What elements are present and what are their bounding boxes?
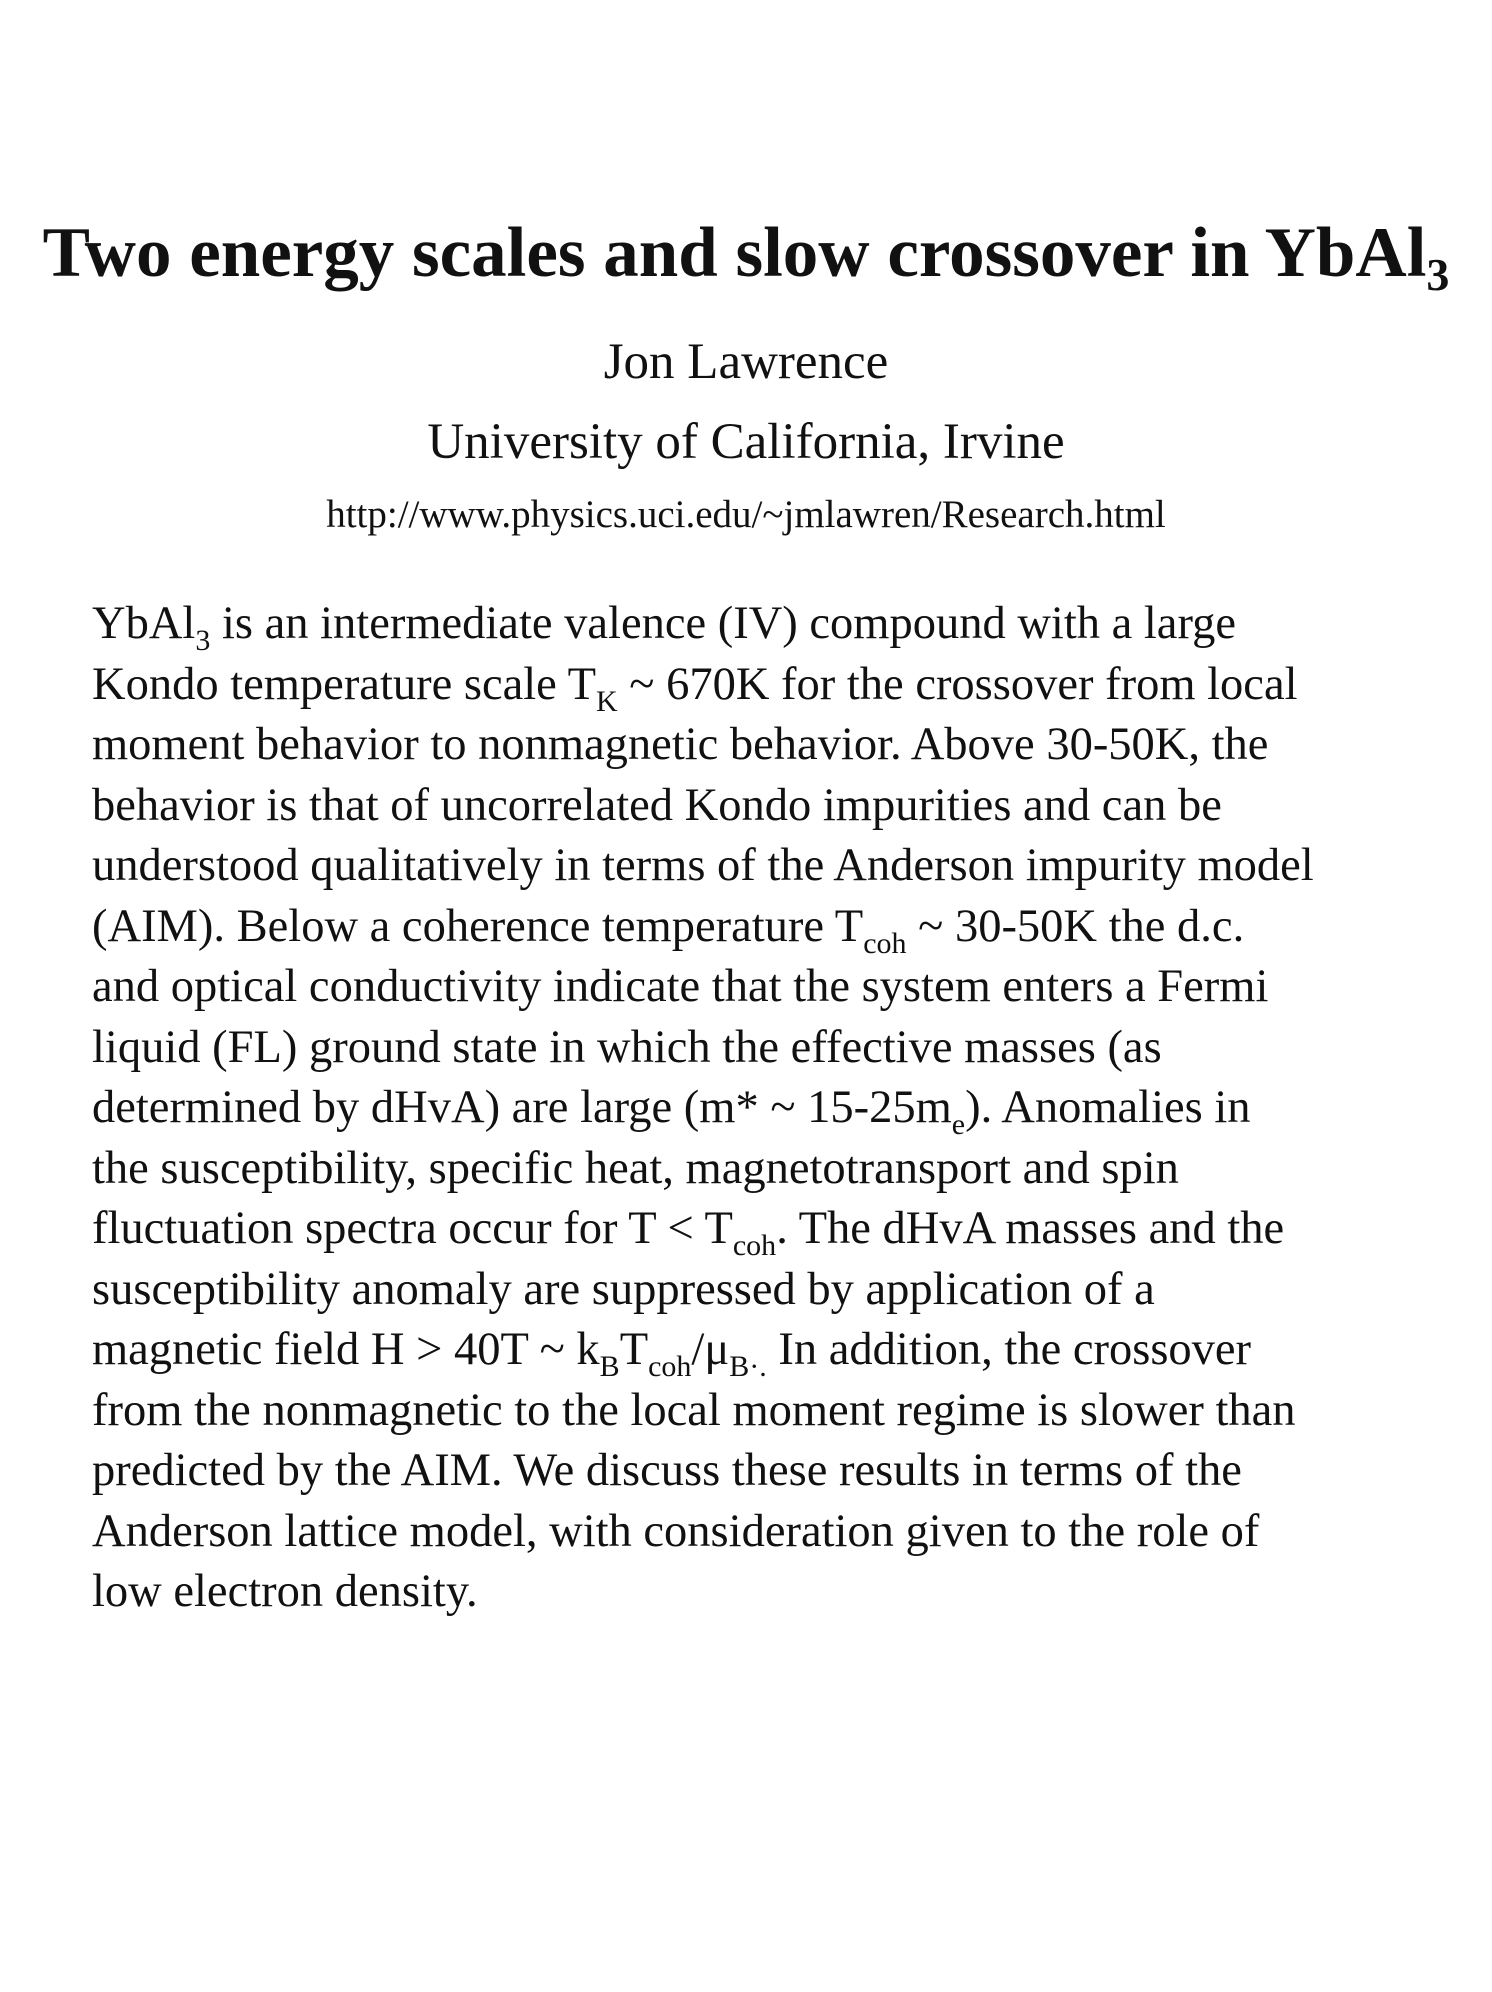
abstract-line bbox=[92, 655, 1432, 716]
text-run: ~ 30-50K the d.c. bbox=[906, 900, 1245, 952]
abstract-line bbox=[92, 594, 1432, 655]
text-run: T bbox=[619, 1324, 649, 1375]
text-run: /μ bbox=[691, 1324, 730, 1375]
research-url: http://www.physics.uci.edu/~jmlawren/Research.html bbox=[326, 493, 1166, 536]
text-run: fluctuation spectra occur for T < T bbox=[92, 1203, 733, 1254]
text-run: ~ 670K for the crossover from local bbox=[617, 658, 1298, 710]
abstract-line: liquid (FL) ground state in which the effective masses (as bbox=[92, 1021, 1162, 1073]
abstract-line: susceptibility anomaly are suppressed by application of a bbox=[92, 1263, 1155, 1315]
text-run: (AIM). Below a coherence temperature T bbox=[92, 900, 864, 952]
subscript: B bbox=[599, 1350, 620, 1383]
paper-title-text: Two energy scales and slow crossover in YbAl bbox=[42, 214, 1427, 292]
abstract-line: the susceptibility, specific heat, magnetotransport and spin bbox=[92, 1142, 1179, 1194]
text-run: ). Anomalies in bbox=[965, 1082, 1251, 1133]
paper-title bbox=[0, 208, 1492, 298]
subscript: B·. bbox=[729, 1350, 767, 1383]
abstract-line: moment behavior to nonmagnetic behavior. Above 30-50K, the bbox=[92, 719, 1269, 770]
author-name: Jon Lawrence bbox=[603, 334, 889, 390]
title-subscript: 3 bbox=[1426, 249, 1450, 300]
text-run: . The dHvA masses and the bbox=[776, 1203, 1285, 1254]
abstract-line: understood qualitatively in terms of the Anderson impurity model bbox=[92, 840, 1314, 891]
text-run: determined by dHvA) are large (m* ~ 15-25m bbox=[92, 1082, 952, 1133]
abstract-line: predicted by the AIM. We discuss these results in terms of the bbox=[92, 1445, 1242, 1496]
abstract-line: and optical conductivity indicate that the system enters a Fermi bbox=[92, 961, 1269, 1012]
subscript: K bbox=[596, 684, 618, 718]
abstract-line bbox=[92, 1078, 1432, 1139]
text-run: is an intermediate valence (IV) compound with a large bbox=[210, 598, 1236, 649]
abstract-line: behavior is that of uncorrelated Kondo impurities and can be bbox=[92, 779, 1222, 831]
text-run: In addition, the crossover bbox=[766, 1324, 1252, 1375]
abstract-line: from the nonmagnetic to the local moment regime is slower than bbox=[92, 1384, 1296, 1436]
abstract-line: Anderson lattice model, with consideration given to the role of bbox=[92, 1505, 1260, 1557]
abstract-body bbox=[92, 594, 1432, 1623]
author-affiliation: University of California, Irvine bbox=[427, 414, 1065, 470]
abstract-line bbox=[92, 897, 1432, 958]
abstract-line bbox=[92, 1199, 1432, 1260]
subscript: coh bbox=[732, 1229, 777, 1262]
subscript: 3 bbox=[195, 624, 211, 657]
text-run: Kondo temperature scale T bbox=[92, 658, 596, 710]
abstract-line bbox=[92, 1320, 1432, 1381]
subscript: e bbox=[951, 1108, 966, 1141]
subscript: coh bbox=[863, 926, 907, 960]
abstract-line: low electron density. bbox=[92, 1566, 478, 1617]
text-run: magnetic field H > 40T ~ k bbox=[92, 1324, 600, 1375]
subscript: coh bbox=[648, 1350, 692, 1383]
text-run: YbAl bbox=[92, 598, 196, 649]
